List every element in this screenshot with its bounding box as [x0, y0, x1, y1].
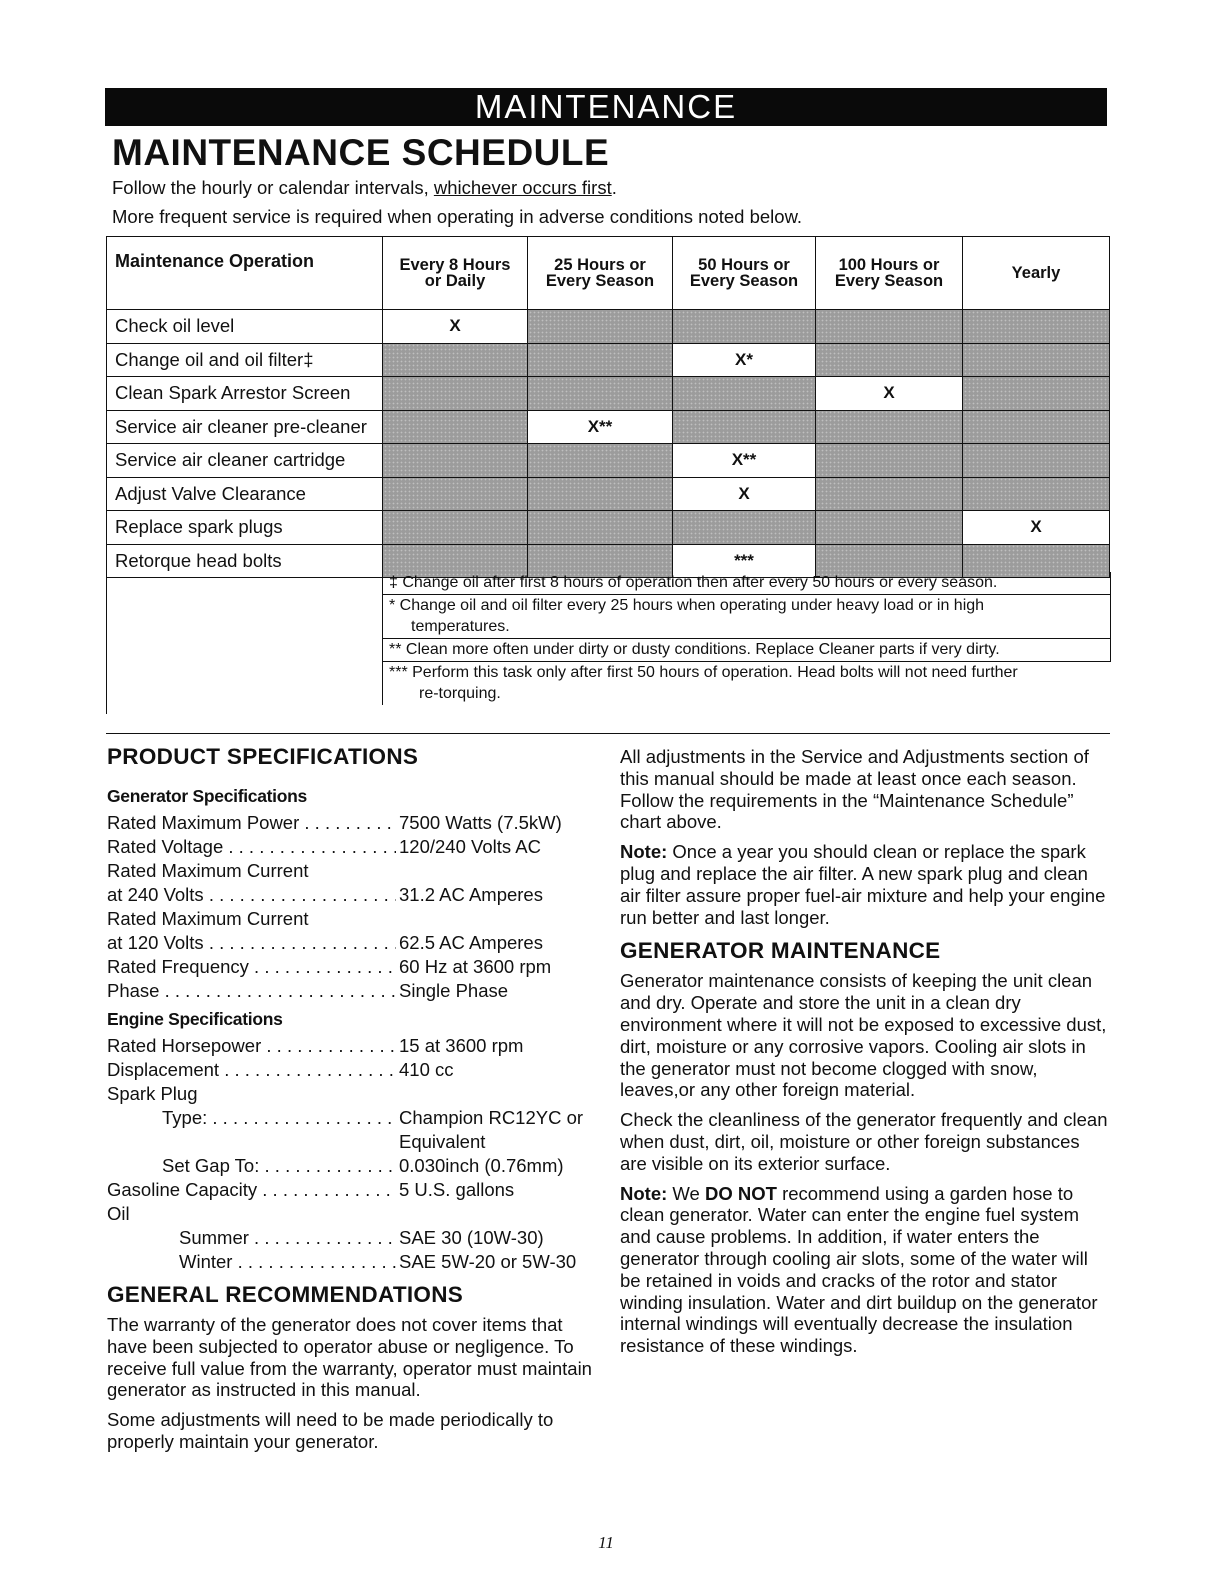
- spec-row: [107, 907, 597, 931]
- header-line: Every Season: [834, 272, 944, 290]
- operation-cell: Service air cleaner pre-cleaner: [107, 410, 383, 444]
- footnote-single-asterisk: [383, 595, 1111, 639]
- spec-label: Gasoline Capacity . . .: [107, 1178, 396, 1202]
- operation-cell: Replace spark plugs: [107, 511, 383, 545]
- spec-label: Summer . . .: [179, 1226, 396, 1250]
- interval-cell: [528, 477, 673, 511]
- spec-row: [107, 1058, 597, 1082]
- interval-cell: X**: [673, 444, 816, 478]
- footnote-text: ** Clean more often under dirty or dusty conditions. Replace Cleaner parts if very dirty.: [389, 641, 1000, 658]
- left-column: [107, 742, 597, 1453]
- header-every-8-hours: [383, 237, 528, 310]
- interval-cell: [528, 343, 673, 377]
- footnote-text-cont: temperatures.: [411, 618, 510, 635]
- footnote-text-cont: re-torquing.: [419, 685, 501, 702]
- footnote-text: * Change oil and oil filter every 25 hours when operating under heavy load or in high: [389, 597, 985, 614]
- interval-cell: [963, 310, 1110, 344]
- interval-cell: X*: [673, 343, 816, 377]
- spec-value: Single Phase: [399, 980, 509, 1001]
- spec-label: Rated Maximum Power . . .: [107, 811, 396, 835]
- interval-cell: [383, 343, 528, 377]
- spec-row: [107, 1250, 597, 1274]
- interval-cell: [528, 310, 673, 344]
- note-label: Note:: [620, 1182, 668, 1204]
- spec-label: Rated Maximum Current: [107, 860, 309, 881]
- spec-row: [107, 979, 597, 1003]
- product-specs-heading: PRODUCT SPECIFICATIONS: [107, 744, 419, 769]
- spec-row: [107, 955, 597, 979]
- note-paragraph-2: [620, 1183, 1110, 1357]
- spec-row: [107, 859, 597, 883]
- spec-label: Winter . . .: [179, 1250, 396, 1274]
- spec-row: [107, 1178, 597, 1202]
- interval-cell: X: [816, 377, 963, 411]
- intro-text-before: Follow the hourly or calendar intervals,: [112, 177, 434, 198]
- spec-label: Oil: [107, 1203, 130, 1224]
- operation-cell: Check oil level: [107, 310, 383, 344]
- right-column: [620, 742, 1110, 1357]
- intro-text-after: .: [611, 177, 617, 198]
- spec-label: Rated Maximum Current: [107, 908, 309, 929]
- spec-row: [107, 1226, 597, 1250]
- note-label: Note:: [620, 841, 668, 863]
- spec-value: 120/240 Volts AC: [399, 836, 541, 857]
- spec-label: Rated Voltage . . .: [107, 835, 396, 859]
- spec-row: [107, 931, 597, 955]
- header-line: 50 Hours or: [698, 256, 790, 274]
- engine-specs-heading: Engine Specifications: [107, 1009, 283, 1029]
- footnote-triple-asterisk: [383, 662, 1111, 705]
- spec-label: Type: . . .: [162, 1106, 396, 1130]
- interval-cell: [816, 343, 963, 377]
- interval-cell: X**: [528, 410, 673, 444]
- footnote-text: ‡ Change oil after first 8 hours of operation then after every 50 hours or every season.: [389, 574, 998, 591]
- interval-cell: [383, 511, 528, 545]
- note-emphasis: DO NOT: [704, 1182, 777, 1204]
- spec-row: [107, 1082, 597, 1106]
- table-header-row: [107, 237, 1110, 310]
- spec-label: Displacement . . .: [107, 1058, 396, 1082]
- interval-cell: ***: [673, 544, 816, 578]
- spec-value: 60 Hz at 3600 rpm: [399, 956, 552, 977]
- header-25-hours: [528, 237, 673, 310]
- spec-value: 62.5 AC Amperes: [399, 932, 543, 953]
- interval-cell: [816, 444, 963, 478]
- interval-cell: [963, 444, 1110, 478]
- intro-underlined: whichever occurs first: [433, 177, 612, 198]
- table-row: [107, 310, 1110, 344]
- header-line: or Daily: [424, 272, 486, 290]
- page-number: 11: [598, 1533, 614, 1552]
- interval-cell: [963, 377, 1110, 411]
- spec-value: 0.030inch (0.76mm): [399, 1155, 564, 1176]
- interval-cell: [816, 410, 963, 444]
- spec-value: Champion RC12YC or: [399, 1107, 584, 1128]
- page-title: MAINTENANCE SCHEDULE: [112, 132, 610, 173]
- intro-line-1: [112, 177, 617, 199]
- interval-cell: X: [383, 310, 528, 344]
- interval-cell: [963, 477, 1110, 511]
- intro-line-2: More frequent service is required when operating in adverse conditions noted below.: [112, 206, 803, 227]
- interval-cell: [383, 444, 528, 478]
- interval-cell: X: [963, 511, 1110, 545]
- interval-cell: [528, 511, 673, 545]
- generator-specs-heading: Generator Specifications: [107, 786, 307, 806]
- spec-label: Spark Plug: [107, 1083, 198, 1104]
- operation-cell: Change oil and oil filter‡: [107, 343, 383, 377]
- operation-cell: Service air cleaner cartridge: [107, 444, 383, 478]
- interval-cell: [383, 377, 528, 411]
- table-row: [107, 410, 1110, 444]
- schedule-footnotes: [382, 572, 1111, 705]
- header-line: Every 8 Hours: [399, 256, 511, 274]
- interval-cell: [963, 343, 1110, 377]
- spec-label: Set Gap To: . . .: [162, 1154, 396, 1178]
- header-line: Every Season: [545, 272, 655, 290]
- spec-value: 5 U.S. gallons: [399, 1179, 515, 1200]
- note-text: recommend using a garden hose to clean generator. Water can enter the engine fuel system and cause problems. In addition, if water enters the generator through cooling air slots, some of the water will be retained in voids and cracks of the rotor and stator winding insulation. Water and dirt buildup on the generator internal windings will eventually decrease the insulation resistance of these windings.: [620, 1182, 1098, 1357]
- header-operation: Maintenance Operation: [107, 237, 383, 310]
- spec-row: [107, 883, 597, 907]
- interval-cell: [528, 377, 673, 411]
- footnote-double-dagger: [383, 572, 1111, 595]
- spec-value: 31.2 AC Amperes: [399, 884, 543, 905]
- general-paragraph-2: Some adjustments will need to be made periodically to properly maintain your generator.: [107, 1409, 554, 1452]
- footnote-text: *** Perform this task only after first 50 hours of operation. Head bolts will not need further: [389, 664, 1018, 681]
- interval-cell: [673, 511, 816, 545]
- footnote-double-asterisk: [383, 639, 1111, 662]
- interval-cell: [673, 377, 816, 411]
- interval-cell: [528, 444, 673, 478]
- spec-row: [107, 1106, 597, 1130]
- spec-row: [107, 1202, 597, 1226]
- section-divider: [106, 733, 1110, 734]
- maintenance-schedule-table: [106, 236, 1110, 578]
- header-line: 100 Hours or: [838, 256, 940, 274]
- notes-left-border: [106, 572, 107, 714]
- interval-cell: [383, 410, 528, 444]
- interval-cell: [963, 410, 1110, 444]
- spec-row: [107, 1130, 597, 1154]
- operation-cell: Retorque head bolts: [107, 544, 383, 578]
- spec-value: SAE 5W-20 or 5W-30: [399, 1251, 577, 1272]
- note-text: Once a year you should clean or replace the spark plug and replace the air filter. A new spark plug and clean air filter assure proper fuel-air mixture and help your engine run better and last longer.: [620, 841, 1106, 928]
- interval-cell: [816, 477, 963, 511]
- table-row: [107, 477, 1110, 511]
- header-line: Every Season: [689, 272, 799, 290]
- gm-paragraph-2: Check the cleanliness of the generator frequently and clean when dust, dirt, oil, moisture or other foreign substances are visible on its exterior surface.: [620, 1109, 1108, 1174]
- general-recommendations-heading: GENERAL RECOMMENDATIONS: [107, 1282, 464, 1307]
- header-100-hours: [816, 237, 963, 310]
- spec-value: 410 cc: [399, 1059, 454, 1080]
- header-50-hours: [673, 237, 816, 310]
- interval-cell: [383, 477, 528, 511]
- spec-label: Rated Frequency . . .: [107, 955, 396, 979]
- table-row: [107, 511, 1110, 545]
- gm-paragraph-1: Generator maintenance consists of keeping the unit clean and dry. Operate and store the unit in a clean dry environment where it will not be exposed to excessive dust, dirt, moisture or any corrosive vapors. Cooling air slots in the generator must not become clogged with snow, leaves,or any other foreign material.: [620, 970, 1107, 1101]
- spec-row: [107, 835, 597, 859]
- table-row: [107, 444, 1110, 478]
- spec-label: at 120 Volts . . .: [107, 931, 396, 955]
- operation-cell: Clean Spark Arrestor Screen: [107, 377, 383, 411]
- section-banner: MAINTENANCE: [105, 88, 1107, 126]
- note-text: We: [667, 1182, 705, 1204]
- general-paragraph-1: The warranty of the generator does not cover items that have been subjected to operator abuse or negligence. To receive full value from the warranty, operator must maintain generator as instructed in this manual.: [107, 1314, 592, 1401]
- spec-value: 15 at 3600 rpm: [399, 1035, 524, 1056]
- spec-value: SAE 30 (10W-30): [399, 1227, 544, 1248]
- interval-cell: [673, 410, 816, 444]
- spec-value: 7500 Watts (7.5kW): [399, 812, 562, 833]
- spec-row: [107, 811, 597, 835]
- table-row: [107, 343, 1110, 377]
- spec-value: Equivalent: [399, 1131, 486, 1152]
- spec-row: [107, 1034, 597, 1058]
- adjustments-paragraph: All adjustments in the Service and Adjustments section of this manual should be made at least once each season. Follow the requirements in the “Maintenance Schedule” chart above.: [620, 746, 1089, 833]
- operation-cell: Adjust Valve Clearance: [107, 477, 383, 511]
- interval-cell: [816, 310, 963, 344]
- spec-label: Rated Horsepower . . .: [107, 1034, 396, 1058]
- header-line: 25 Hours or: [554, 256, 646, 274]
- note-paragraph-1: [620, 841, 1110, 928]
- interval-cell: X: [673, 477, 816, 511]
- generator-maintenance-heading: GENERATOR MAINTENANCE: [620, 938, 941, 964]
- interval-cell: [673, 310, 816, 344]
- spec-label: Phase . . .: [107, 979, 396, 1003]
- header-yearly: Yearly: [963, 237, 1110, 310]
- spec-row: [107, 1154, 597, 1178]
- spec-label: at 240 Volts . . .: [107, 883, 396, 907]
- interval-cell: [816, 511, 963, 545]
- table-row: [107, 377, 1110, 411]
